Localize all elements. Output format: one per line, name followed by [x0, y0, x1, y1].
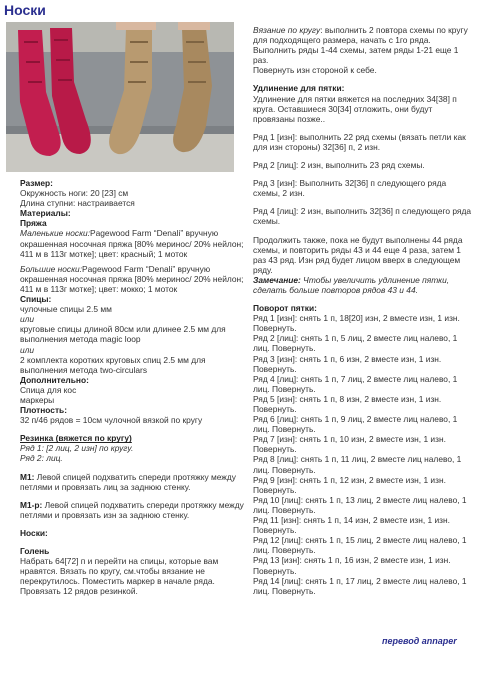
heel-extension-text: Удлинение для пятки вяжется на последних 34[38] п круга. Оставшиеся 30[34] отложить, они будут провязаны позже.. — [253, 93, 457, 124]
heel-row-4: Ряд 4 [лиц]: 2 изн, выполнить 32[36] п следующего ряда схемы. — [253, 206, 472, 227]
yarn-small-label: Маленькие носки: — [20, 228, 91, 239]
page-title: Носки — [4, 2, 46, 18]
or-text: или — [20, 314, 35, 325]
rib-row-1: Ряд 1: [2 лиц, 2 изн] по кругу. — [20, 443, 134, 454]
heel-turn-row: Ряд 9 [изн]: снять 1 п, 12 изн, 2 вместе изн, 1 изн. Повернуть. — [253, 474, 446, 495]
socks-heading: Носки: — [20, 527, 48, 538]
materials-heading: Материалы: — [20, 208, 71, 219]
m1p-definition — [20, 500, 248, 520]
yarn-large-label: Большие носки: — [20, 263, 83, 274]
heel-turn-row: Ряд 5 [изн]: снять 1 п, 8 изн, 2 вместе изн, 1 изн. Повернуть. — [253, 393, 442, 414]
needles-two-circ: 2 комплекта коротких круговых спиц 2.5 мм для выполнения метода two-circulars — [20, 354, 206, 375]
note-text: Чтобы увеличить удлинение пятки, сделать больше повторов рядов 43 и 44. — [253, 274, 450, 295]
yarn-heading: Пряжа — [20, 218, 47, 229]
extra-cable-needle: Спица для кос — [20, 384, 77, 395]
heel-row-2: Ряд 2 [лиц]: 2 изн, выполнить 23 ряд схемы. — [253, 160, 425, 171]
m1-definition — [20, 472, 248, 492]
heel-turn-row: Ряд 1 [изн]: снять 1 п, 18[20] изн, 2 вместе изн, 1 изн. Повернуть. — [253, 313, 460, 334]
rib-row-2: Ряд 2: лиц. — [20, 453, 63, 464]
yarn-large — [20, 264, 248, 294]
gauge-text: 32 п/46 рядов = 10см чулочной вязкой по кругу — [20, 415, 203, 426]
gauge-heading: Плотность: — [20, 405, 67, 416]
extra-heading: Дополнительно: — [20, 374, 89, 385]
intro-paragraph — [253, 25, 475, 65]
continue-text: Продолжить также, пока не будут выполнены 44 ряда схемы, и повторить ряды 43 и 44 еще 4 раза, затем 1 раз 43 ряд. Изн ряд будет лицом вверх в следующем ряду. — [253, 234, 463, 275]
heel-turn-row: Ряд 10 [лиц]: снять 1 п, 13 лиц, 2 вместе лиц налево, 1 лиц. Повернуть. — [253, 494, 467, 515]
m1-text: Левой спицей подхватить спереди протяжку между петлями и провязать лиц за заднюю стенку. — [20, 471, 236, 492]
size-heading: Размер: — [20, 178, 53, 188]
size-foot-length: Длина ступни: настраивается — [20, 198, 135, 209]
socks-photo-art — [6, 22, 234, 172]
needles-dpn: чулочные спицы 2.5 мм — [20, 304, 112, 315]
size-circumference: Окружность ноги: 20 [23] см — [20, 188, 129, 199]
needles-magic-loop: круговые спицы длиной 80см или длинее 2.5 мм для выполнения метода magic loop — [20, 324, 226, 345]
m1p-label: M1-р: — [20, 499, 43, 510]
heel-turn-row: Ряд 13 [изн]: снять 1 п, 16 изн, 2 вместе изн, 1 изн. Повернуть. — [253, 555, 451, 576]
intro-label: Вязание по кругу — [253, 25, 321, 35]
heel-turn-row: Ряд 12 [лиц]: снять 1 п, 15 лиц, 2 вместе лиц налево, 1 лиц. Повернуть. — [253, 535, 467, 556]
m1-label: M1: — [20, 471, 35, 482]
heel-row-1: Ряд 1 [изн]: выполнить 22 ряд схемы (вязать петли как для изн стороны) 32[36] п, 2 изн. — [253, 131, 466, 152]
translation-credit: перевод annaper — [382, 636, 457, 646]
heel-turn-row: Ряд 14 [лиц]: снять 1 п, 17 лиц, 2 вместе лиц налево, 1 лиц. Повернуть. — [253, 575, 467, 596]
heel-turn-row: Ряд 11 [изн]: снять 1 п, 14 изн, 2 вместе изн, 1 изн. Повернуть. — [253, 515, 450, 536]
heel-turn-row: Ряд 7 [изн]: снять 1 п, 10 изн, 2 вместе изн, 1 изн. Повернуть. — [253, 434, 446, 455]
or-text: или — [20, 344, 35, 355]
rib-heading: Резинка (вяжется по кругу) — [20, 433, 132, 444]
heel-row-3: Ряд 3 [изн]: Выполнить 32[36] п следующего ряда схемы, 2 изн. — [253, 178, 447, 199]
m1p-text: Левой спицей подхватить спереди протяжку между петлями и провязать изн за заднюю стенку. — [20, 499, 244, 520]
left-column — [20, 178, 248, 596]
needles-heading: Спицы: — [20, 294, 52, 305]
heel-extension-heading: Удлинение для пятки: — [253, 83, 345, 94]
yarn-large-text: Pagewood Farm “Denali” вручную окрашенная носочная пряжа [80% мериноc/ 20% нейлон; 411 м в 113г мотке]; цвет: мокко; 1 моток — [20, 263, 244, 294]
extra-markers: маркеры — [20, 394, 55, 405]
heel-turn-heading: Поворот пятки: — [253, 303, 317, 314]
intro-text: : выполнить 2 повтора схемы по кругу для подходящего размера, начать с 1го ряда. Выполнить ряды 1-44 схемы, затем ряды 1-21 еще 1 раз. — [253, 25, 468, 66]
heel-turn-row: Ряд 4 [лиц]: снять 1 п, 7 лиц, 2 вместе лиц налево, 1 лиц. Повернуть. — [253, 373, 458, 394]
heel-turn-rows — [253, 313, 475, 596]
heel-turn-row: Ряд 8 [лиц]: снять 1 п, 11 лиц, 2 вместе лиц налево, 1 лиц. Повернуть. — [253, 454, 462, 475]
yarn-small — [20, 228, 248, 258]
heel-turn-row: Ряд 3 [изн]: снять 1 п, 6 изн, 2 вместе изн, 1 изн. Повернуть. — [253, 353, 442, 374]
heel-turn-row: Ряд 6 [лиц]: снять 1 п, 9 лиц, 2 вместе лиц налево, 1 лиц. Повернуть. — [253, 414, 458, 435]
note — [253, 275, 475, 295]
cuff-heading: Голень — [20, 546, 50, 556]
right-column — [253, 25, 475, 596]
note-label: Замечание: — [253, 274, 301, 285]
cuff-text: Набрать 64[72] п и перейти на спицы, которые вам нравятся. Вязать по кругу, см.чтобы вязание не перекрутилось. Поместить маркер в начале ряда. Провязать 12 рядов резинкой. — [20, 556, 219, 597]
yarn-small-text: Pagewood Farm “Denali” вручную окрашенная носочная пряжа [80% мериноc/ 20% нейлон; 411 м в 113г мотке]; цвет: красный; 1 моток — [20, 228, 244, 259]
heel-turn-row: Ряд 2 [лиц]: снять 1 п, 5 лиц, 2 вместе лиц налево, 1 лиц. Повернуть. — [253, 333, 458, 354]
socks-photo — [6, 22, 234, 172]
turn-text: Повернуть изн стороной к себе. — [253, 65, 377, 76]
